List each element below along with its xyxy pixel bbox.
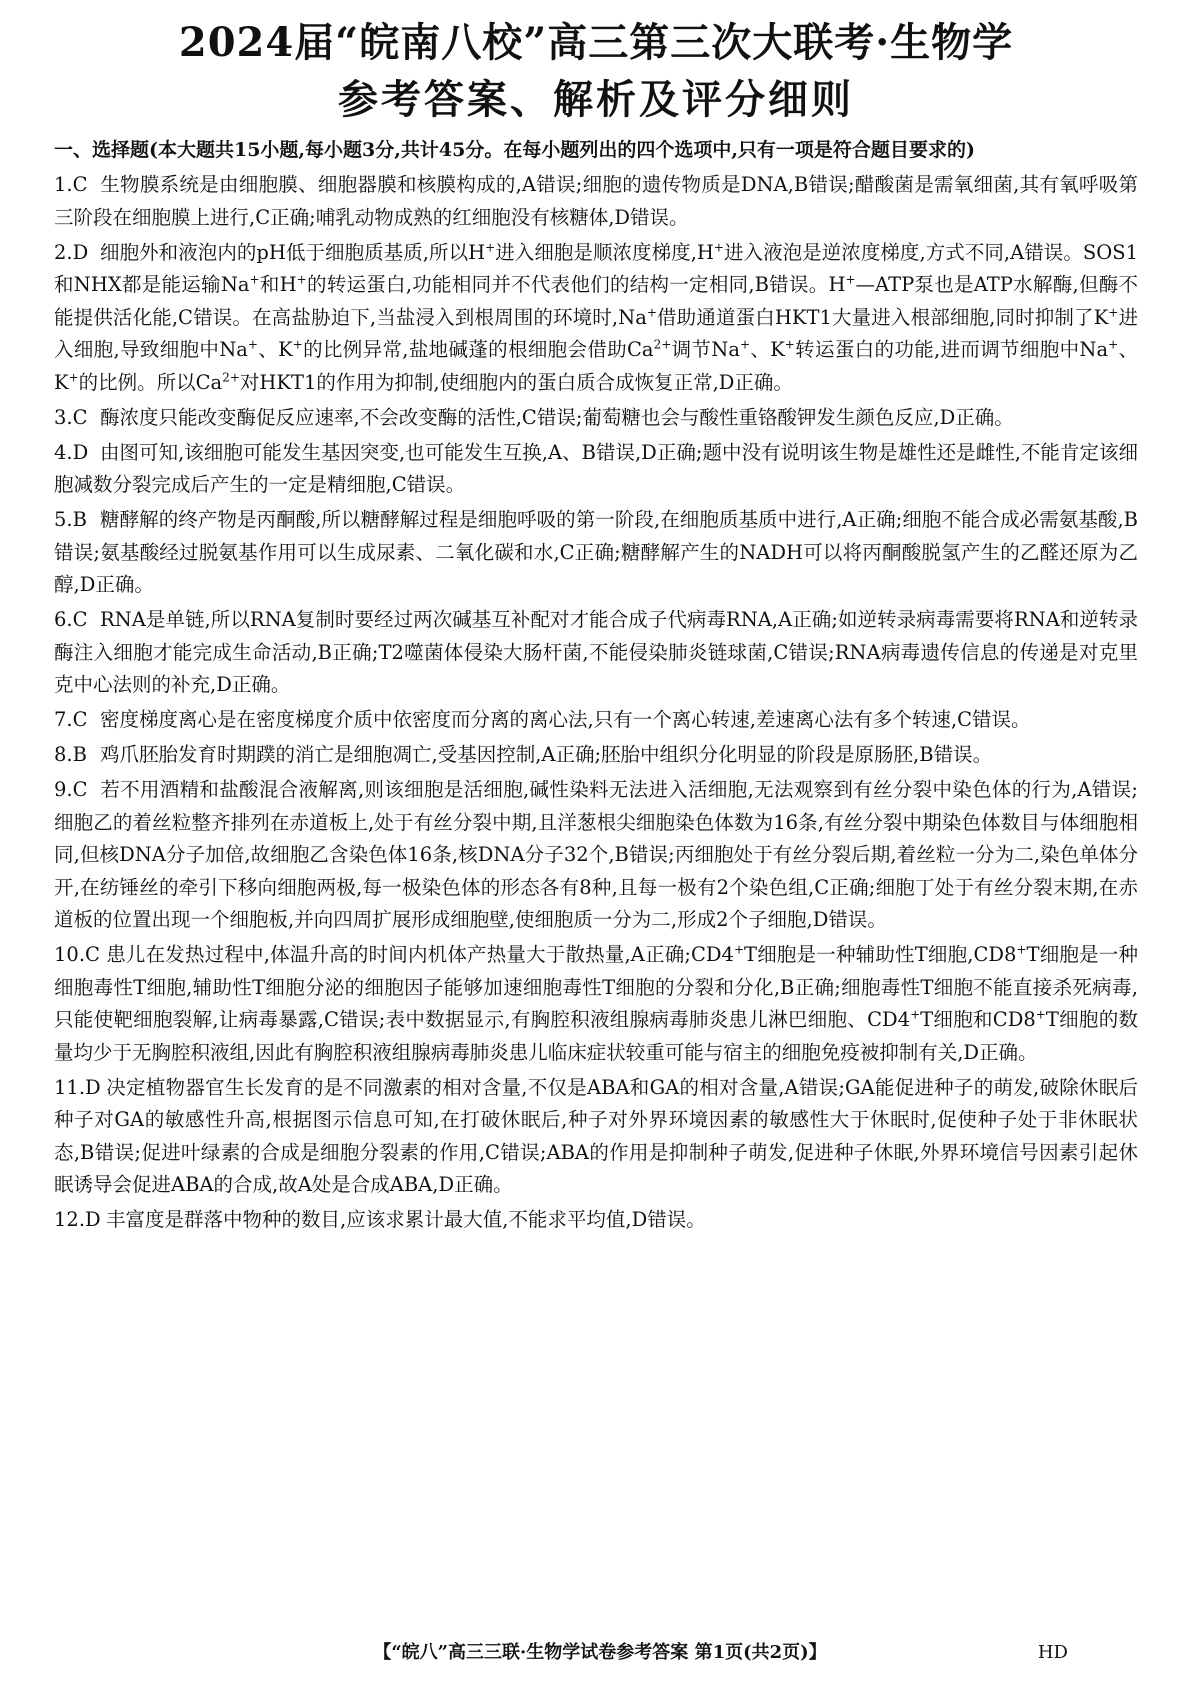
footer-text: 【“皖八”高三三联·生物学试卷参考答案 第1页(共2页)】 [373,1642,827,1663]
answer-number: 6.C [54,608,88,631]
section-heading-multiple-choice: 一、选择题(本大题共15小题,每小题3分,共计45分。在每小题列出的四个选项中,只有一项是符合题目要求的) [54,139,975,161]
answer-explanation-segment: —ATP泵也是ATP水解酶,但酶不能提供活化能,C错误。在高盐胁迫下,当盐浸入到根周围的环境时,Na [54,273,1138,329]
ion-charge-superscript: 2+ [222,370,240,384]
answer-item [54,237,1138,400]
answer-number: 4.D [54,440,89,464]
answer-number: 11.D [54,1075,101,1099]
ion-charge-superscript: + [1016,942,1027,957]
answer-number: 2.D [54,240,89,264]
answer-explanation-segment: 、K [54,338,1138,394]
answer-explanation-segment: 进入细胞是顺浓度梯度,H [495,240,714,264]
ion-charge-superscript: + [292,337,303,352]
answer-explanation-segment: T细胞是一种细胞毒性T细胞,辅助性T细胞分泌的细胞因子能够加速细胞毒性T细胞的分裂和分化,B正确;细胞毒性T细胞不能直接杀死病毒,只能使靶细胞裂解,让病毒暴露,C错误;表中数据显示,有胸腔积液组腺病毒肺炎患儿淋巴细胞、CD4 [54,943,1138,1031]
answer-explanation: 糖酵解的终产物是丙酮酸,所以糖酵解过程是细胞呼吸的第一阶段,在细胞质基质中进行,A正确;细胞不能合成必需氨基酸,B错误;氨基酸经过脱氨基作用可以生成尿素、二氧化碳和水,C正确;糖酵解产生的NADH可以将丙酮酸脱氢产生的乙醛还原为乙醇,D正确。 [54,508,1138,596]
answer-explanation-segment: 、K [750,338,785,361]
answer-item [54,939,1138,1069]
answer-explanation-segment: 对HKT1的作用为抑制,使细胞内的蛋白质合成恢复正常,D正确。 [239,370,793,394]
ion-charge-superscript: + [247,337,258,352]
answer-explanation: 决定植物器官生长发育的是不同激素的相对含量,不仅是ABA和GA的相对含量,A错误;GA能促进种子的萌发,破除休眠后种子对GA的敏感性升高,根据图示信息可知,在打破休眠后,种子对外界环境因素的敏感性大于休眠时,促使种子处于非休眠状态,B错误;促进叶绿素的合成是细胞分裂素的作用,C错误;ABA的作用是抑制种子萌发,促进种子休眠,外界环境信号因素引起休眠诱导会促进ABA的合成,故A处是合成ABA,D正确。 [54,1075,1138,1196]
page-subtitle: 参考答案、解析及评分细则 [338,76,854,123]
answer-explanation-segment: 的比例异常,盐地碱蓬的根细胞会借助Ca [302,338,654,361]
answer-explanation-segment: T细胞是一种辅助性T细胞,CD8 [744,943,1017,966]
answer-number: 3.C [54,405,88,429]
answer-item [54,402,1138,435]
ion-charge-superscript: + [784,337,795,352]
answer-list [54,169,1138,1237]
answer-explanation: 丰富度是群落中物种的数目,应该求累计最大值,不能求平均值,D错误。 [106,1208,706,1231]
footer-code: HD [1037,1642,1068,1663]
answer-explanation: 密度梯度离心是在密度梯度介质中依密度而分离的离心法,只有一个离心转速,差速离心法有多个转速,C错误。 [100,708,1031,731]
answer-explanation: RNA是单链,所以RNA复制时要经过两次碱基互补配对才能合成子代病毒RNA,A正确;如逆转录病毒需要将RNA和逆转录酶注入细胞才能完成生命活动,B正确;T2噬菌体侵染大肠杆菌,不能侵染肺炎链球菌,C错误;RNA病毒遗传信息的传递是对克里克中心法则的补充,D正确。 [54,608,1138,696]
answer-number: 5.B [54,508,87,531]
answer-item [54,437,1138,502]
page-footer [0,1638,1200,1668]
answer-explanation-segment: 进入细胞,导致细胞中Na [54,305,1138,361]
answer-item [54,774,1138,937]
answer-explanation-segment: 和H [259,273,297,296]
ion-charge-superscript: 2+ [653,337,672,352]
answer-explanation-segment: 患儿在发热过程中,体温升高的时间内机体产热量大于散热量,A正确;CD4 [106,943,734,966]
page-title: 2024届“皖南八校”高三第三次大联考·生物学 [178,19,1014,66]
answer-explanation-segment: T细胞的数量均少于无胸腔积液组,因此有胸腔积液组腺病毒肺炎患儿临床症状较重可能与宿主的细胞免疫被抑制有关,D正确。 [54,1008,1138,1064]
answer-explanation: 酶浓度只能改变酶促反应速率,不会改变酶的活性,C错误;葡萄糖也会与酸性重铬酸钾发生颜色反应,D正确。 [100,405,1014,429]
answer-item [54,504,1138,602]
answer-item [54,739,1138,772]
ion-charge-superscript: + [1108,337,1119,352]
answer-item [54,1072,1138,1202]
ion-charge-superscript: + [713,240,724,254]
ion-charge-superscript: + [1035,1007,1046,1022]
answer-explanation-segment: 借助通道蛋白HKT1大量进入根部细胞,同时抑制了K [656,305,1109,329]
ion-charge-superscript: + [733,942,744,957]
answer-explanation-segment: 的比例。所以Ca [78,370,223,394]
ion-charge-superscript: + [249,272,260,287]
ion-charge-superscript: + [845,272,856,287]
answer-explanation: 生物膜系统是由细胞膜、细胞器膜和核膜构成的,A错误;细胞的遗传物质是DNA,B错误;醋酸菌是需氧细菌,其有氧呼吸第三阶段在细胞膜上进行,C正确;哺乳动物成熟的红细胞没有核糖体,D错误。 [54,173,1138,229]
ion-charge-superscript: + [68,370,79,384]
answer-explanation: 若不用酒精和盐酸混合液解离,则该细胞是活细胞,碱性染料无法进入活细胞,无法观察到有丝分裂中染色体的行为,A错误;细胞乙的着丝粒整齐排列在赤道板上,处于有丝分裂中期,且洋葱根尖细胞染色体数为16条,有丝分裂中期染色体数目与体细胞相同,但核DNA分子加倍,故细胞乙含染色体16条,核DNA分子32个,B错误;丙细胞处于有丝分裂后期,着丝粒一分为二,染色单体分开,在纺锤丝的牵引下移向细胞两极,每一极染色体的形态各有8种,且每一极有2个染色组,C正确;细胞丁处于有丝分裂末期,在赤道板的位置出现一个细胞板,并向四周扩展形成细胞壁,使细胞质一分为二,形成2个子细胞,D错误。 [54,778,1138,931]
answer-explanation-segment: 进入液泡是逆浓度梯度,方式不同,A错误。SOS1和NHX都是能运输Na [54,240,1138,296]
answer-item [54,1204,1138,1237]
ion-charge-superscript: + [646,305,657,319]
answer-explanation-segment: 细胞外和液泡内的pH低于细胞质基质,所以H [100,240,486,264]
answer-number: 7.C [54,708,88,731]
answer-explanation-segment: 的转运蛋白,功能相同并不代表他们的结构一定相同,B错误。H [306,273,846,296]
ion-charge-superscript: + [296,272,307,287]
answer-item [54,704,1138,737]
answer-number: 12.D [54,1208,101,1231]
ion-charge-superscript: + [910,1007,921,1022]
answer-number: 10.C [54,943,100,966]
answer-explanation-segment: 转运蛋白的功能,进而调节细胞中Na [794,338,1109,361]
ion-charge-superscript: + [739,337,751,352]
answer-number: 9.C [54,778,88,801]
answer-explanation: 鸡爪胚胎发育时期蹼的消亡是细胞凋亡,受基因控制,A正确;胚胎中组织分化明显的阶段是原肠胚,B错误。 [100,743,993,766]
answer-item [54,169,1138,234]
answer-explanation-segment: 、K [257,338,293,361]
answer-explanation: 由图可知,该细胞可能发生基因突变,也可能发生互换,A、B错误,D正确;题中没有说明该生物是雄性还是雌性,不能肯定该细胞减数分裂完成后产生的一定是精细胞,C错误。 [54,440,1138,496]
answer-number: 8.B [54,743,87,766]
answer-item [54,604,1138,702]
ion-charge-superscript: + [485,240,496,254]
answer-explanation-segment: T细胞和CD8 [920,1008,1036,1031]
ion-charge-superscript: + [1108,305,1119,319]
answer-number: 1.C [54,173,88,196]
answer-explanation-segment: 调节Na [671,338,740,361]
